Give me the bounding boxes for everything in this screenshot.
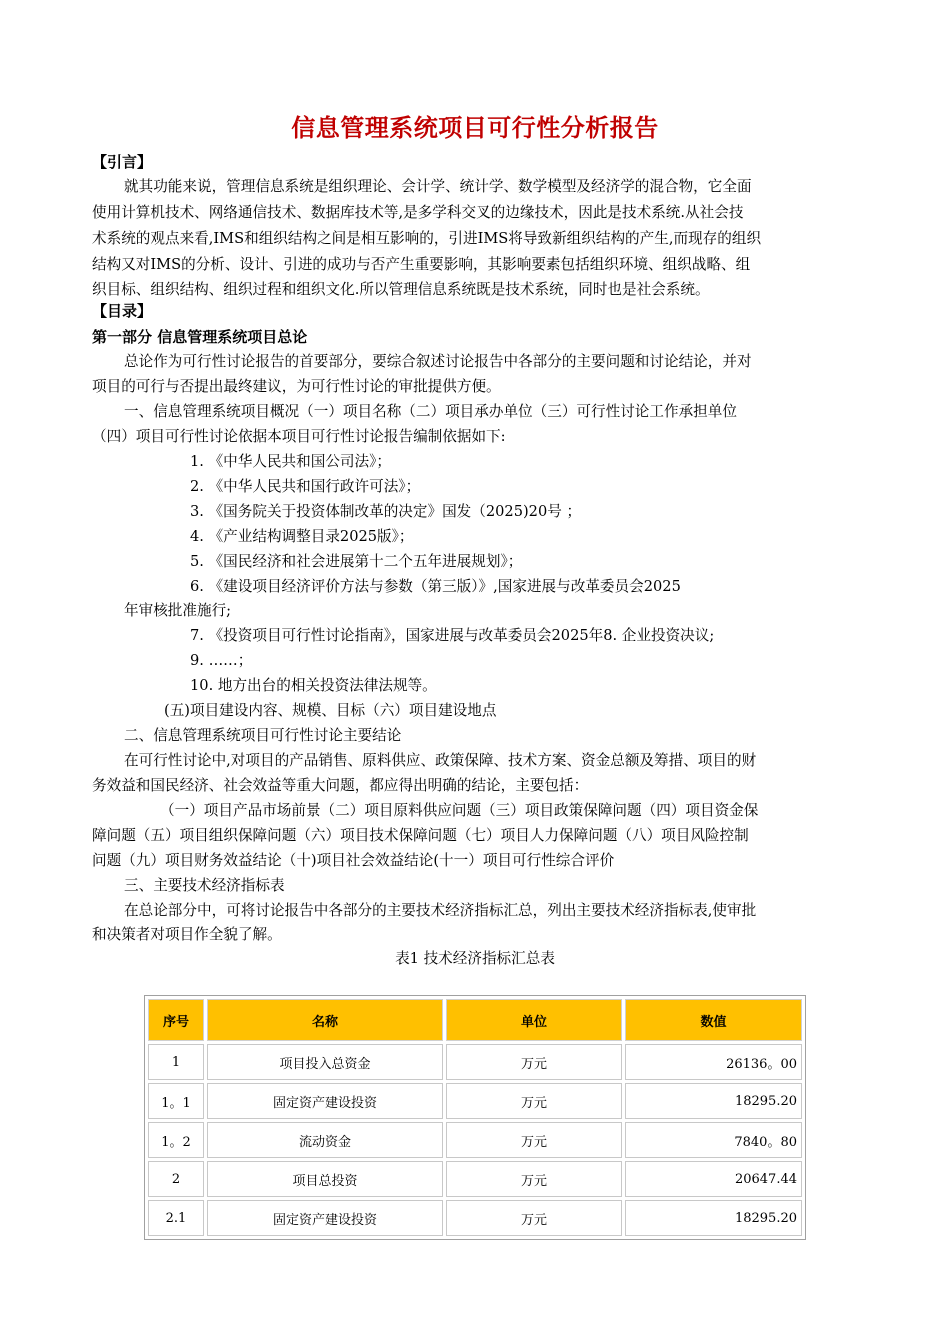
section3-line: 和决策者对项目作全貌了解。 [92, 926, 282, 943]
cell-value: 18295.20 [625, 1083, 802, 1119]
part1-heading: 第一部分 信息管理系统项目总论 [92, 328, 308, 346]
conclusion-line: 障问题（五）项目组织保障问题（六）项目技术保障问题（七）项目人力保障问题（八）项目风险控制 [92, 827, 749, 844]
basis-item: 6. 《建设项目经济评价方法与参数（第三版）》,国家进展与改革委员会2025 [190, 578, 681, 595]
intro-paragraph-line: 就其功能来说，管理信息系统是组织理论、会计学、统计学、数学模型及经济学的混合物，它全面 [124, 178, 752, 195]
intro-paragraph-line: 术系统的观点来看,IMS和组织结构之间是相互影响的，引进IMS将导致新组织结构的产生,而现存的组织 [92, 230, 762, 247]
section1-tail: (五)项目建设内容、规模、目标（六）项目建设地点 [164, 702, 497, 719]
report-title: 信息管理系统项目可行性分析报告 [291, 114, 659, 142]
summary-line: 总论作为可行性讨论报告的首要部分，要综合叙述讨论报告中各部分的主要问题和讨论结论，并对 [124, 353, 752, 370]
header-name: 名称 [207, 999, 443, 1041]
cell-unit: 万元 [446, 1122, 622, 1158]
intro-paragraph-line: 织目标、组织结构、组织过程和组织文化.所以管理信息系统既是技术系统，同时也是社会系统。 [92, 281, 710, 298]
cell-index: 1。1 [148, 1083, 204, 1119]
header-value: 数值 [625, 999, 802, 1041]
section3-line: 在总论部分中，可将讨论报告中各部分的主要技术经济指标汇总，列出主要技术经济指标表,使审批 [124, 902, 757, 919]
section3-heading: 三、主要技术经济指标表 [124, 877, 285, 894]
basis-item: 1. 《中华人民共和国公司法》； [190, 453, 391, 470]
table-caption: 表1 技术经济指标汇总表 [395, 950, 555, 967]
cell-unit: 万元 [446, 1044, 622, 1080]
intro-paragraph-line: 使用计算机技术、网络通信技术、数据库技术等,是多学科交叉的边缘技术，因此是技术系统.从社会技 [92, 204, 744, 221]
table-row [148, 1083, 802, 1119]
cell-unit: 万元 [446, 1200, 622, 1236]
conclusion-line: 问题（九）项目财务效益结论（十)项目社会效益结论(十一）项目可行性综合评价 [92, 852, 615, 869]
section2-line: 在可行性讨论中,对项目的产品销售、原料供应、政策保障、技术方案、资金总额及筹措、项目的财 [124, 752, 757, 769]
table-row [148, 1122, 802, 1158]
section2-heading: 二、信息管理系统项目可行性讨论主要结论 [124, 727, 402, 744]
basis-item: 9. ……； [190, 652, 253, 669]
header-unit: 单位 [446, 999, 622, 1041]
section2-line: 务效益和国民经济、社会效益等重大问题，都应得出明确的结论，主要包括： [92, 777, 589, 794]
cell-value: 26136。00 [625, 1044, 802, 1080]
table-row [148, 1200, 802, 1236]
cell-index: 1 [148, 1044, 204, 1080]
metrics-table [144, 995, 806, 1240]
section1-line: 一、信息管理系统项目概况（一）项目名称（二）项目承办单位（三）可行性讨论工作承担单位 [124, 403, 737, 420]
basis-item: 5. 《国民经济和社会进展第十二个五年进展规划》； [190, 553, 523, 570]
cell-unit: 万元 [446, 1161, 622, 1197]
cell-index: 2.1 [148, 1200, 204, 1236]
intro-paragraph-line: 结构又对IMS的分析、设计、引进的成功与否产生重要影响，其影响要素包括组织环境、组织战略、组 [92, 256, 751, 273]
cell-name: 项目投入总资金 [207, 1044, 443, 1080]
basis-item: 2. 《中华人民共和国行政许可法》； [190, 478, 421, 495]
conclusion-line: （一）项目产品市场前景（二）项目原料供应问题（三）项目政策保障问题（四）项目资金保 [160, 802, 759, 819]
header-index: 序号 [148, 999, 204, 1041]
cell-value: 7840。80 [625, 1122, 802, 1158]
basis-item: 4. 《产业结构调整目录2025版》； [190, 528, 414, 545]
cell-index: 2 [148, 1161, 204, 1197]
cell-unit: 万元 [446, 1083, 622, 1119]
intro-heading: 【引言】 [92, 153, 153, 171]
toc-heading: 【目录】 [92, 302, 153, 320]
table-header-row [148, 999, 802, 1041]
basis-item: 10. 地方出台的相关投资法律法规等。 [190, 677, 437, 694]
cell-name: 流动资金 [207, 1122, 443, 1158]
cell-name: 项目总投资 [207, 1161, 443, 1197]
basis-item: 7. 《投资项目可行性讨论指南》，国家进展与改革委员会2025年8. 企业投资决议; [190, 627, 715, 644]
cell-name: 固定资产建设投资 [207, 1083, 443, 1119]
summary-line: 项目的可行与否提出最终建议，为可行性讨论的审批提供方便。 [92, 378, 501, 395]
table-row [148, 1044, 802, 1080]
cell-value: 20647.44 [625, 1161, 802, 1197]
cell-index: 1。2 [148, 1122, 204, 1158]
cell-value: 18295.20 [625, 1200, 802, 1236]
table-row [148, 1161, 802, 1197]
cell-name: 固定资产建设投资 [207, 1200, 443, 1236]
section1-line: （四）项目可行性讨论依据本项目可行性讨论报告编制依据如下: [92, 428, 506, 445]
basis-item: 年审核批准施行; [124, 602, 232, 619]
basis-item: 3. 《国务院关于投资体制改革的决定》国发（2025)20号 ； [190, 503, 582, 520]
